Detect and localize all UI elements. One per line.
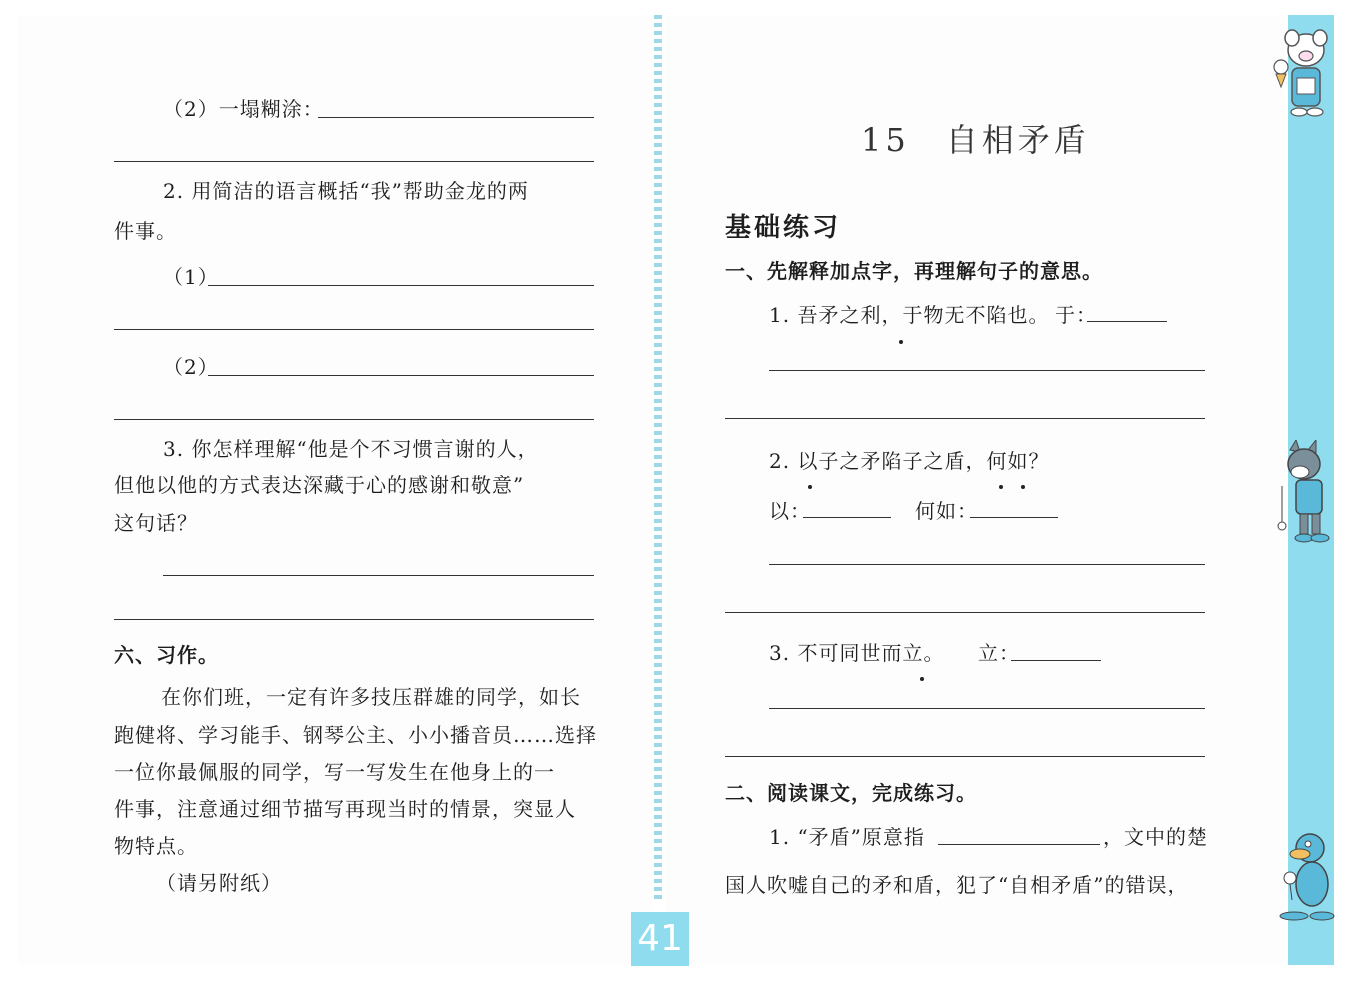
part1-q1-blank[interactable] xyxy=(1087,321,1167,322)
answer-line[interactable] xyxy=(114,619,594,620)
part1-q2-blank-a[interactable] xyxy=(803,517,891,518)
left-page xyxy=(18,15,652,965)
wolf-mascot-icon xyxy=(1270,440,1336,550)
right-page xyxy=(665,15,1285,965)
part1-q1-sentence: 1. 吾矛之利，于物无不陷也。 xyxy=(769,303,1050,327)
part1-q2-sentence: 2. 以子之矛陷子之盾，何如？ xyxy=(769,449,1050,473)
answer-line[interactable] xyxy=(769,370,1205,371)
page-number: 41 xyxy=(631,912,689,966)
answer-line[interactable] xyxy=(725,418,1205,419)
section6-heading: 六、习作。 xyxy=(114,643,219,667)
emphasis-dot xyxy=(808,485,812,489)
emphasis-dot xyxy=(1021,485,1025,489)
section6-paragraph-line: 在你们班，一定有许多技压群雄的同学，如长 xyxy=(161,685,581,709)
part1-q3-blank[interactable] xyxy=(1011,660,1101,661)
book-spine xyxy=(654,15,662,900)
q2-text-line2: 件事。 xyxy=(114,219,177,243)
part2-q1-text-b: ，文中的楚 xyxy=(1103,825,1208,849)
answer-line[interactable] xyxy=(769,564,1205,565)
part2-q1-text-c: 国人吹嘘自己的矛和盾，犯了“自相矛盾”的错误， xyxy=(725,873,1189,897)
q2-item2-answer-line[interactable] xyxy=(208,375,594,376)
answer-line[interactable] xyxy=(114,329,594,330)
q3-text-line2: 但他以他的方式表达深藏于心的感谢和敬意” xyxy=(114,473,525,497)
answer-line[interactable] xyxy=(769,708,1205,709)
section6-paragraph-line: 物特点。 xyxy=(114,834,198,858)
part1-heading: 一、先解释加点字，再理解句子的意思。 xyxy=(725,259,1103,283)
section-title: 基础练习 xyxy=(725,213,842,243)
answer-line[interactable] xyxy=(725,612,1205,613)
section6-paragraph-line: 件事，注意通过细节描写再现当时的情景，突显人 xyxy=(114,797,576,821)
emphasis-dot xyxy=(999,485,1003,489)
section6-paragraph-line: 跑健将、学习能手、钢琴公主、小小播音员……选择 xyxy=(114,723,597,747)
duck-mascot-icon xyxy=(1274,826,1338,926)
q2-item1-answer-line[interactable] xyxy=(208,285,594,286)
q2-text-line1: 2. 用简洁的语言概括“我”帮助金龙的两 xyxy=(163,179,529,203)
answer-line[interactable] xyxy=(725,756,1205,757)
answer-line[interactable] xyxy=(163,575,594,576)
answer-line[interactable] xyxy=(114,419,594,420)
q1-item2-answer-line[interactable] xyxy=(318,117,594,118)
q2-item2-label: （2） xyxy=(163,355,219,379)
section6-note: （请另附纸） xyxy=(156,871,282,895)
part1-q2-blank-b[interactable] xyxy=(970,517,1058,518)
emphasis-dot xyxy=(920,677,924,681)
part1-q2-label-b: 何如： xyxy=(915,499,978,523)
q1-item2-label: （2）一塌糊涂： xyxy=(163,97,324,121)
part2-q1-text-a: 1. “矛盾”原意指 xyxy=(769,825,925,849)
q3-text-line1: 3. 你怎样理解“他是个不习惯言谢的人， xyxy=(163,437,539,461)
emphasis-dot xyxy=(899,340,903,344)
section6-paragraph-line: 一位你最佩服的同学，写一写发生在他身上的一 xyxy=(114,760,555,784)
pig-mascot-icon xyxy=(1266,22,1336,122)
part1-q2-label-a: 以： xyxy=(769,499,811,523)
part2-q1-blank[interactable] xyxy=(938,844,1100,845)
lesson-title: 15 自相矛盾 xyxy=(861,121,1090,159)
part1-q3-sentence: 3. 不可同世而立。 xyxy=(769,641,945,665)
q2-item1-label: （1） xyxy=(163,265,219,289)
part2-heading: 二、阅读课文，完成练习。 xyxy=(725,781,977,805)
part1-q1-label: 于： xyxy=(1055,303,1097,327)
part1-q3-label: 立： xyxy=(978,641,1020,665)
q3-text-line3: 这句话？ xyxy=(114,511,198,535)
answer-line[interactable] xyxy=(114,161,594,162)
